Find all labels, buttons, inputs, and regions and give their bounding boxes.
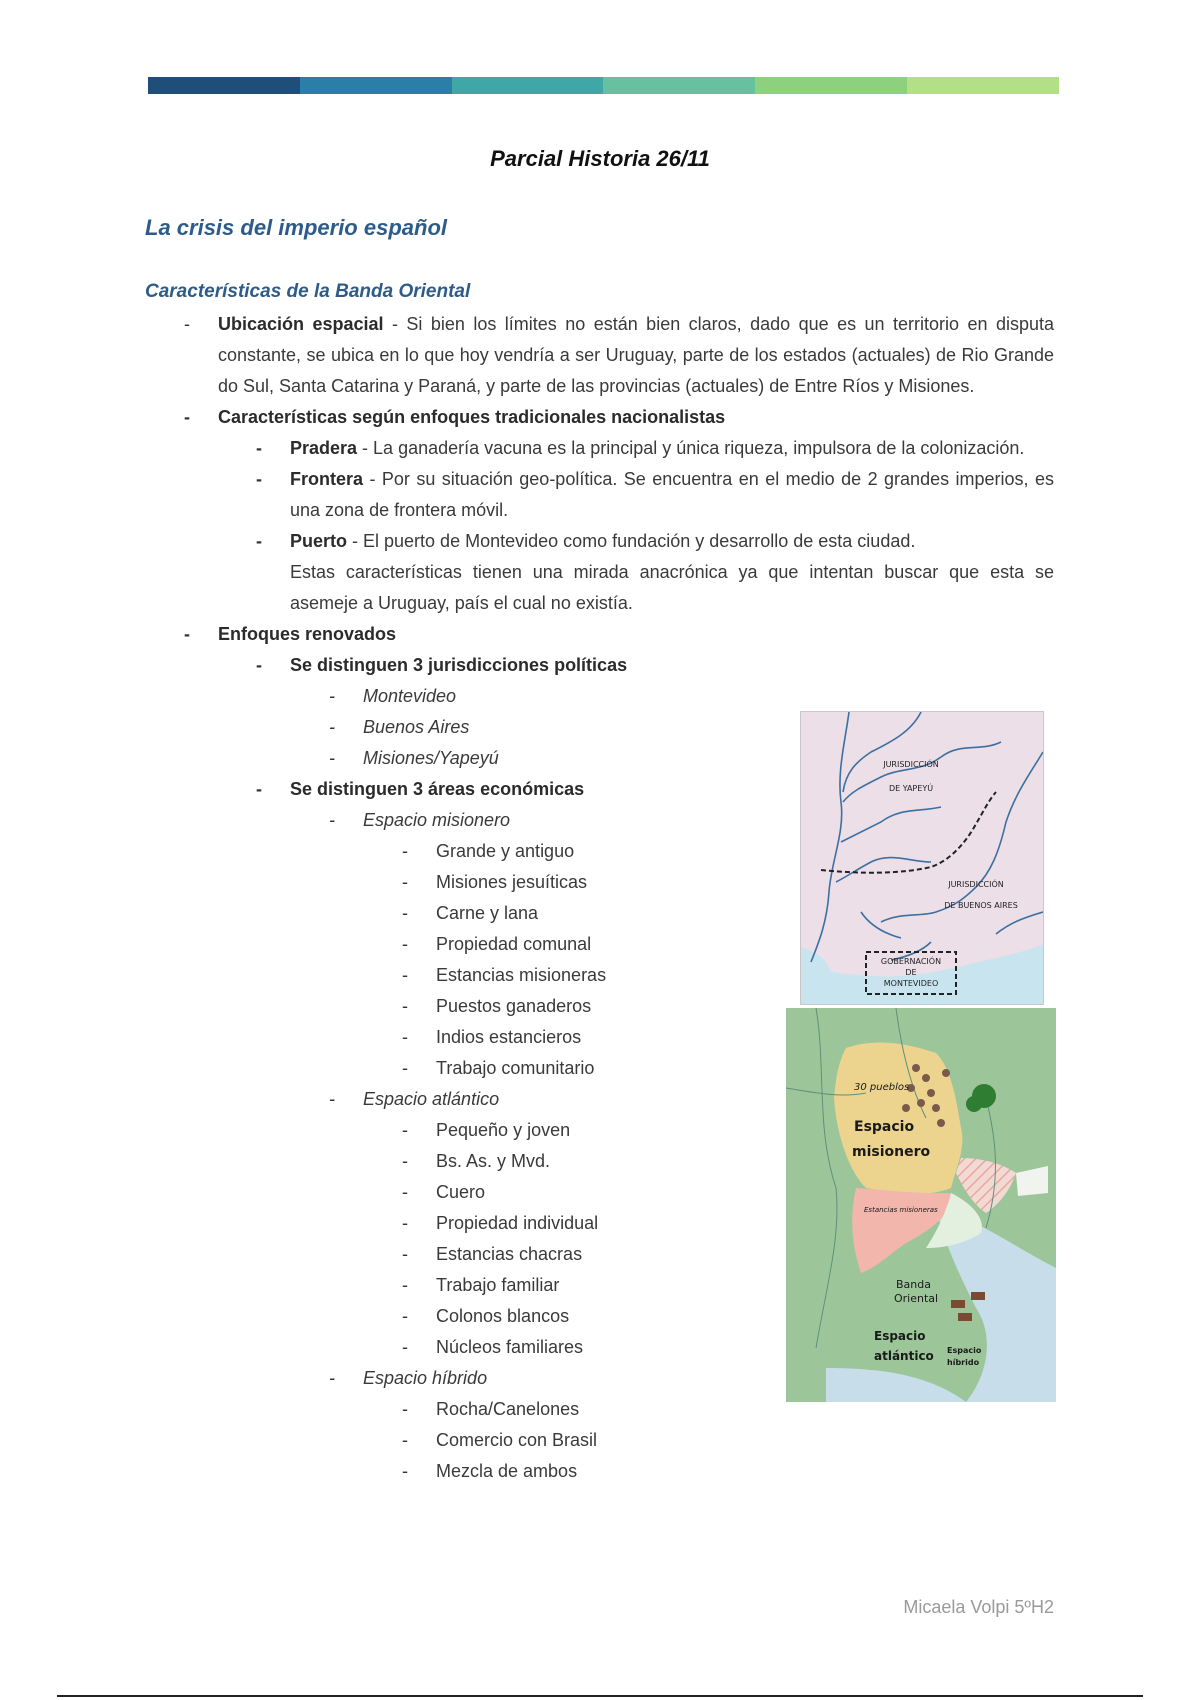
jurisdiccion-item: Montevideo [363, 686, 457, 706]
map-label: misionero [852, 1144, 931, 1160]
misionero-item: Grande y antiguo [436, 841, 575, 861]
hibrido-item: Comercio con Brasil [436, 1430, 598, 1450]
jurisdictions-map [800, 711, 1044, 1005]
misionero-item: Propiedad comunal [436, 934, 592, 954]
list-item: - Montevideo [329, 686, 457, 706]
map-label: DE [905, 968, 917, 977]
areas-label: Se distinguen 3 áreas económicas [290, 779, 585, 799]
map-label: JURISDICCIÓN [948, 880, 1004, 889]
frontera-text: - Por su situación geo-política. Se encuentra en el medio de 2 grandes imperios, es una zona de frontera móvil. [290, 469, 1054, 520]
list-item: - Indios estancieros [402, 1027, 582, 1047]
atlantico-item: Trabajo familiar [436, 1275, 560, 1295]
jurisdictions-map-image [801, 712, 1043, 1004]
author-footer: Micaela Volpi 5ºH2 [903, 1597, 1054, 1617]
list-item: - Características según enfoques tradicionales nacionalistas [184, 407, 726, 427]
color-segment [148, 77, 300, 94]
list-item: - Propiedad comunal [402, 934, 592, 954]
list-item: - Espacio híbrido [329, 1368, 488, 1388]
renovados-label: Enfoques renovados [218, 624, 397, 644]
map-label: DE YAPEYÚ [888, 784, 934, 793]
list-item: - Mezcla de ambos [402, 1461, 578, 1481]
list-item: - Cuero [402, 1182, 486, 1202]
list-item: - Buenos Aires [329, 717, 470, 737]
map-label: JURISDICCIÓN [883, 760, 939, 769]
pradera-text: - La ganadería vacuna es la principal y única riqueza, impulsora de la colonización. [357, 438, 1025, 458]
list-item: - Trabajo familiar [402, 1275, 560, 1295]
hibrido-label: Espacio híbrido [363, 1368, 488, 1388]
economic-areas-map [786, 1008, 1056, 1402]
puerto-text: - El puerto de Montevideo como fundación y desarrollo de esta ciudad. [347, 531, 916, 551]
list-item: - Carne y lana [402, 903, 539, 923]
economic-areas-map-image [786, 1008, 1056, 1402]
paragraph [0, 557, 1054, 619]
list-item: - Propiedad individual [402, 1213, 599, 1233]
list-item: - Puerto - El puerto de Montevideo como fundación y desarrollo de esta ciudad. [256, 531, 916, 551]
page-title: Parcial Historia 26/11 [490, 146, 710, 171]
misionero-item: Puestos ganaderos [436, 996, 592, 1016]
color-segment [755, 77, 907, 94]
page-divider [57, 1695, 1143, 1697]
header-color-bar [148, 77, 1059, 94]
color-segment [907, 77, 1059, 94]
section-heading: La crisis del imperio español [145, 215, 447, 240]
list-item: - Espacio misionero [329, 810, 511, 830]
map-label: DE BUENOS AIRES [944, 901, 1018, 910]
list-item: - Estancias chacras [402, 1244, 583, 1264]
misionero-label: Espacio misionero [363, 810, 511, 830]
list-item: - Misiones/Yapeyú [329, 748, 499, 768]
misionero-item: Estancias misioneras [436, 965, 607, 985]
list-item: - Se distinguen 3 áreas económicas [256, 779, 585, 799]
puerto-label: Puerto [290, 531, 348, 551]
list-item: - Rocha/Canelones [402, 1399, 580, 1419]
list-item: - Puestos ganaderos [402, 996, 592, 1016]
list-item: - Misiones jesuíticas [402, 872, 588, 892]
map-label: Estancias misioneras [864, 1206, 938, 1214]
map-label: MONTEVIDEO [883, 979, 939, 988]
ubicacion-text: - Si bien los límites no están bien claros, dado que es un territorio en disputa constante, se ubica en lo que hoy vendría a ser Uruguay, parte de los estados (actuales) de Rio Grande do Sul, Santa Catarina y Paraná, y parte de las provincias (actuales) de Entre Ríos y Misiones. [218, 314, 1054, 396]
misionero-item: Misiones jesuíticas [436, 872, 588, 892]
atlantico-item: Bs. As. y Mvd. [436, 1151, 551, 1171]
atlantico-label: Espacio atlántico [363, 1089, 500, 1109]
atlantico-item: Propiedad individual [436, 1213, 599, 1233]
atlantico-item: Núcleos familiares [436, 1337, 584, 1357]
jurisdiccion-item: Misiones/Yapeyú [363, 748, 499, 768]
color-segment [452, 77, 604, 94]
misionero-item: Indios estancieros [436, 1027, 582, 1047]
map-label: Espacio [947, 1346, 982, 1355]
list-item: - Enfoques renovados [184, 624, 397, 644]
list-item: - Comercio con Brasil [402, 1430, 598, 1450]
hibrido-item: Mezcla de ambos [436, 1461, 578, 1481]
list-item: - Grande y antiguo [402, 841, 575, 861]
map-label: Espacio [874, 1329, 926, 1343]
list-item: - Pradera - La ganadería vacuna es la principal y única riqueza, impulsora de la colonización. [256, 438, 1025, 458]
map-label: híbrido [947, 1358, 980, 1367]
list-item: - Frontera - Por su situación geo-política. Se encuentra en el medio de 2 grandes imperios, es una zona de frontera móvil. [256, 469, 1054, 520]
map-label: GOBERNACIÓN [880, 957, 942, 966]
color-segment [300, 77, 452, 94]
list-item: - Espacio atlántico [329, 1089, 500, 1109]
map-label: Oriental [894, 1292, 939, 1305]
atlantico-item: Cuero [436, 1182, 486, 1202]
list-item: - Colonos blancos [402, 1306, 570, 1326]
list-item: - Trabajo comunitario [402, 1058, 595, 1078]
jurisdicciones-label: Se distinguen 3 jurisdicciones políticas [290, 655, 628, 675]
list-item: - Ubicación espacial - Si bien los límites no están bien claros, dado que es un territorio en disputa constante, se ubica en lo que hoy vendría a ser Uruguay, parte de los estados (actuales) de Rio Grande do Sul, Santa Catarina y Paraná, y parte de las provincias (actuales) de Entre Ríos y Misiones. [184, 314, 1054, 396]
subsection-heading: Características de la Banda Oriental [145, 281, 471, 302]
misionero-item: Carne y lana [436, 903, 539, 923]
map-label: Banda [896, 1278, 931, 1291]
ubicacion-label: Ubicación espacial [218, 314, 384, 334]
pradera-label: Pradera [290, 438, 358, 458]
frontera-label: Frontera [290, 469, 364, 489]
map-label: atlántico [874, 1349, 934, 1363]
list-item: - Se distinguen 3 jurisdicciones políticas [256, 655, 628, 675]
map-label: Espacio [854, 1119, 915, 1135]
map-label: 30 pueblos [854, 1082, 910, 1093]
tradicionales-label: Características según enfoques tradicionales nacionalistas [218, 407, 726, 427]
list-item: - Pequeño y joven [402, 1120, 571, 1140]
jurisdiccion-item: Buenos Aires [363, 717, 470, 737]
list-item: - Estancias misioneras [402, 965, 607, 985]
hibrido-item: Rocha/Canelones [436, 1399, 580, 1419]
list-item: - Núcleos familiares [402, 1337, 584, 1357]
anacronica-text: Estas características tienen una mirada anacrónica ya que intentan buscar que esta se asemeje a Uruguay, país el cual no existía. [290, 562, 1054, 613]
color-segment [603, 77, 755, 94]
atlantico-item: Estancias chacras [436, 1244, 583, 1264]
atlantico-item: Colonos blancos [436, 1306, 570, 1326]
atlantico-item: Pequeño y joven [436, 1120, 571, 1140]
misionero-item: Trabajo comunitario [436, 1058, 595, 1078]
list-item: - Bs. As. y Mvd. [402, 1151, 551, 1171]
